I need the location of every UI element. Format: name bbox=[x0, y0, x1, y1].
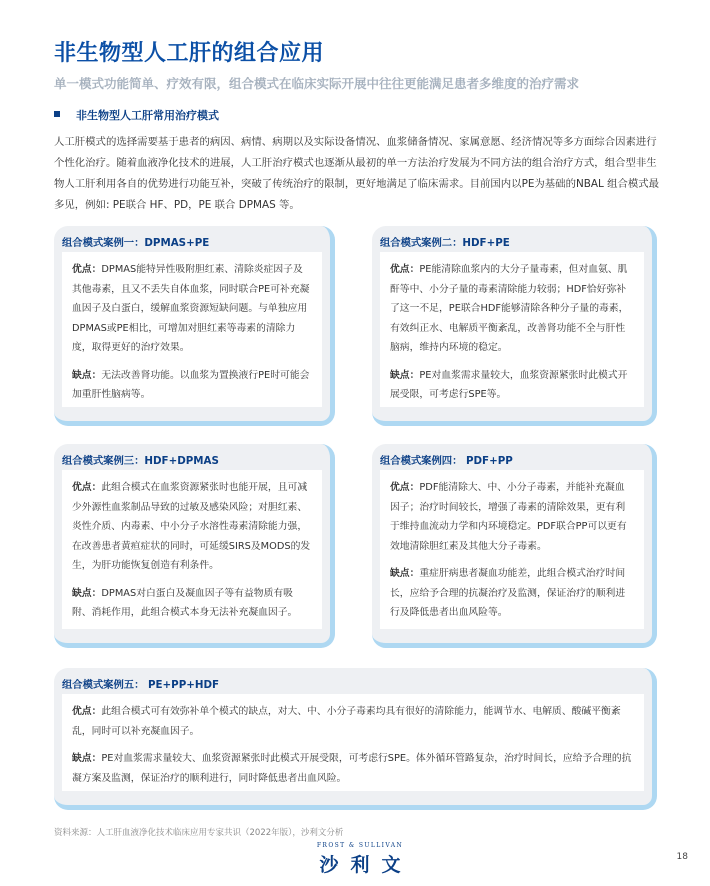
case-card-body bbox=[62, 252, 322, 407]
cons-text: 缺点：PE对血浆需求量较大、血浆资源紧张时此模式开展受限，可考虑行SPE。体外循环管路复杂，治疗时间长，应给予合理的抗凝方案及监测，保证治疗的顺利进行，同时降低患者出血风险。 bbox=[72, 753, 632, 784]
section-heading-label: 非生物型人工肝常用治疗模式 bbox=[76, 109, 219, 122]
page-number: 18 bbox=[676, 852, 688, 862]
case-card-3 bbox=[54, 444, 335, 648]
case-card-title: 组合模式案例一：DPMAS+PE bbox=[62, 237, 210, 249]
logo-chinese: 沙利文 bbox=[319, 854, 413, 876]
case-card-title: 组合模式案例四： PDF+PP bbox=[380, 455, 513, 467]
page-subtitle: 单一模式功能简单、疗效有限，组合模式在临床实际开展中往往更能满足患者多维度的治疗需求 bbox=[54, 76, 580, 91]
logo-english: FROST & SULLIVAN bbox=[316, 842, 404, 849]
section-heading bbox=[54, 107, 219, 123]
pros-text: 优点：此组合模式可有效弥补单个模式的缺点，对大、中、小分子毒素均具有很好的清除能力，能调节水、电解质、酸碱平衡紊乱，同时可以补充凝血因子。 bbox=[72, 706, 621, 737]
pros-label: 优点： bbox=[72, 482, 102, 493]
cons-label: 缺点： bbox=[390, 568, 420, 579]
square-bullet-icon bbox=[54, 111, 60, 117]
case-card-body bbox=[62, 694, 644, 791]
intro-paragraph: 人工肝模式的选择需要基于患者的病因、病情、病期以及实际设备情况、血浆储备情况、家属意愿、经济情况等多方面综合因素进行个性化治疗。随着血液净化技术的进展，人工肝治疗模式也逐渐从最初的单一方法治疗发展为不同方法的组合治疗方式，组合型非生物人工肝利用各自的优势进行功能互补，突破了传统治疗的限制，更好地满足了临床需求。目前国内以PE为基础的NBAL 组合模式最多见，例如: PE联合 HF、PD，PE 联合 DPMAS 等。 bbox=[54, 136, 660, 211]
case-card-title: 组合模式案例二：HDF+PE bbox=[380, 237, 510, 249]
pros-label: 优点： bbox=[390, 264, 420, 275]
case-card-title: 组合模式案例五： PE+PP+HDF bbox=[62, 679, 220, 691]
source-note: 资料来源：人工肝血液净化技术临床应用专家共识（2022年版），沙利文分析 bbox=[54, 828, 344, 838]
case-card-5 bbox=[54, 668, 657, 810]
case-card-body bbox=[380, 470, 644, 629]
pros-text: 优点：PE能清除血浆内的大分子量毒素，但对血氨、肌酐等中、小分子量的毒素清除能力较弱；HDF恰好弥补了这一不足，PE联合HDF能够清除各种分子量的毒素，有效纠正水、电解质平衡紊乱，改善肾功能不全与肝性脑病，维持内环境的稳定。 bbox=[390, 264, 629, 353]
pros-text: 优点：此组合模式在血浆资源紧张时也能开展，且可减少外源性血浆制品导致的过敏及感染风险；对胆红素、炎性介质、内毒素、中小分子水溶性毒素清除能力强，在改善患者黄疸症状的同时，可延缓SIRS及MODS的发生，为肝功能恢复创造有利条件。 bbox=[72, 482, 311, 571]
cons-label: 缺点： bbox=[390, 369, 420, 381]
pros-text: 优点：DPMAS能特异性吸附胆红素、清除炎症因子及其他毒素，且又不丢失自体血浆，同时联合PE可补充凝血因子及白蛋白，缓解血浆资源短缺问题。与单独应用DPMAS或PE相比，可增加对胆红素等毒素的清除力度，取得更好的治疗效果。 bbox=[72, 264, 310, 353]
cons-text: 缺点：重症肝病患者凝血功能差，此组合模式治疗时间长，应给予合理的抗凝治疗及监测，保证治疗的顺利进行及降低患者出血风险等。 bbox=[390, 568, 626, 618]
pros-label: 优点： bbox=[72, 706, 102, 717]
case-card-4 bbox=[372, 444, 657, 648]
cons-text: 缺点：无法改善肾功能。以血浆为置换液行PE时可能会加重肝性脑病等。 bbox=[72, 369, 310, 400]
cons-text: 缺点：DPMAS对白蛋白及凝血因子等有益物质有吸附、消耗作用，此组合模式本身无法补充凝血因子。 bbox=[72, 587, 298, 618]
case-card-2 bbox=[372, 226, 657, 426]
case-card-body bbox=[380, 252, 644, 407]
cons-label: 缺点： bbox=[72, 587, 102, 599]
case-card-1 bbox=[54, 226, 335, 426]
frost-sullivan-logo bbox=[300, 842, 420, 877]
pros-label: 优点： bbox=[390, 482, 420, 493]
cons-label: 缺点： bbox=[72, 753, 102, 764]
cons-label: 缺点： bbox=[72, 369, 102, 381]
page-title: 非生物型人工肝的组合应用 bbox=[54, 41, 325, 66]
cons-text: 缺点：PE对血浆需求量较大，血浆资源紧张时此模式开展受限，可考虑行SPE等。 bbox=[390, 369, 628, 400]
pros-label: 优点： bbox=[72, 264, 102, 275]
pros-text: 优点：PDF能清除大、中、小分子毒素，并能补充凝血因子；治疗时间较长，增强了毒素的清除效果，更有利于维持血流动力学和内环境稳定。PDF联合PP可以更有效地清除胆红素及其他大分子毒素。 bbox=[390, 482, 627, 552]
case-card-body bbox=[62, 470, 322, 629]
case-card-title: 组合模式案例三：HDF+DPMAS bbox=[62, 455, 219, 467]
